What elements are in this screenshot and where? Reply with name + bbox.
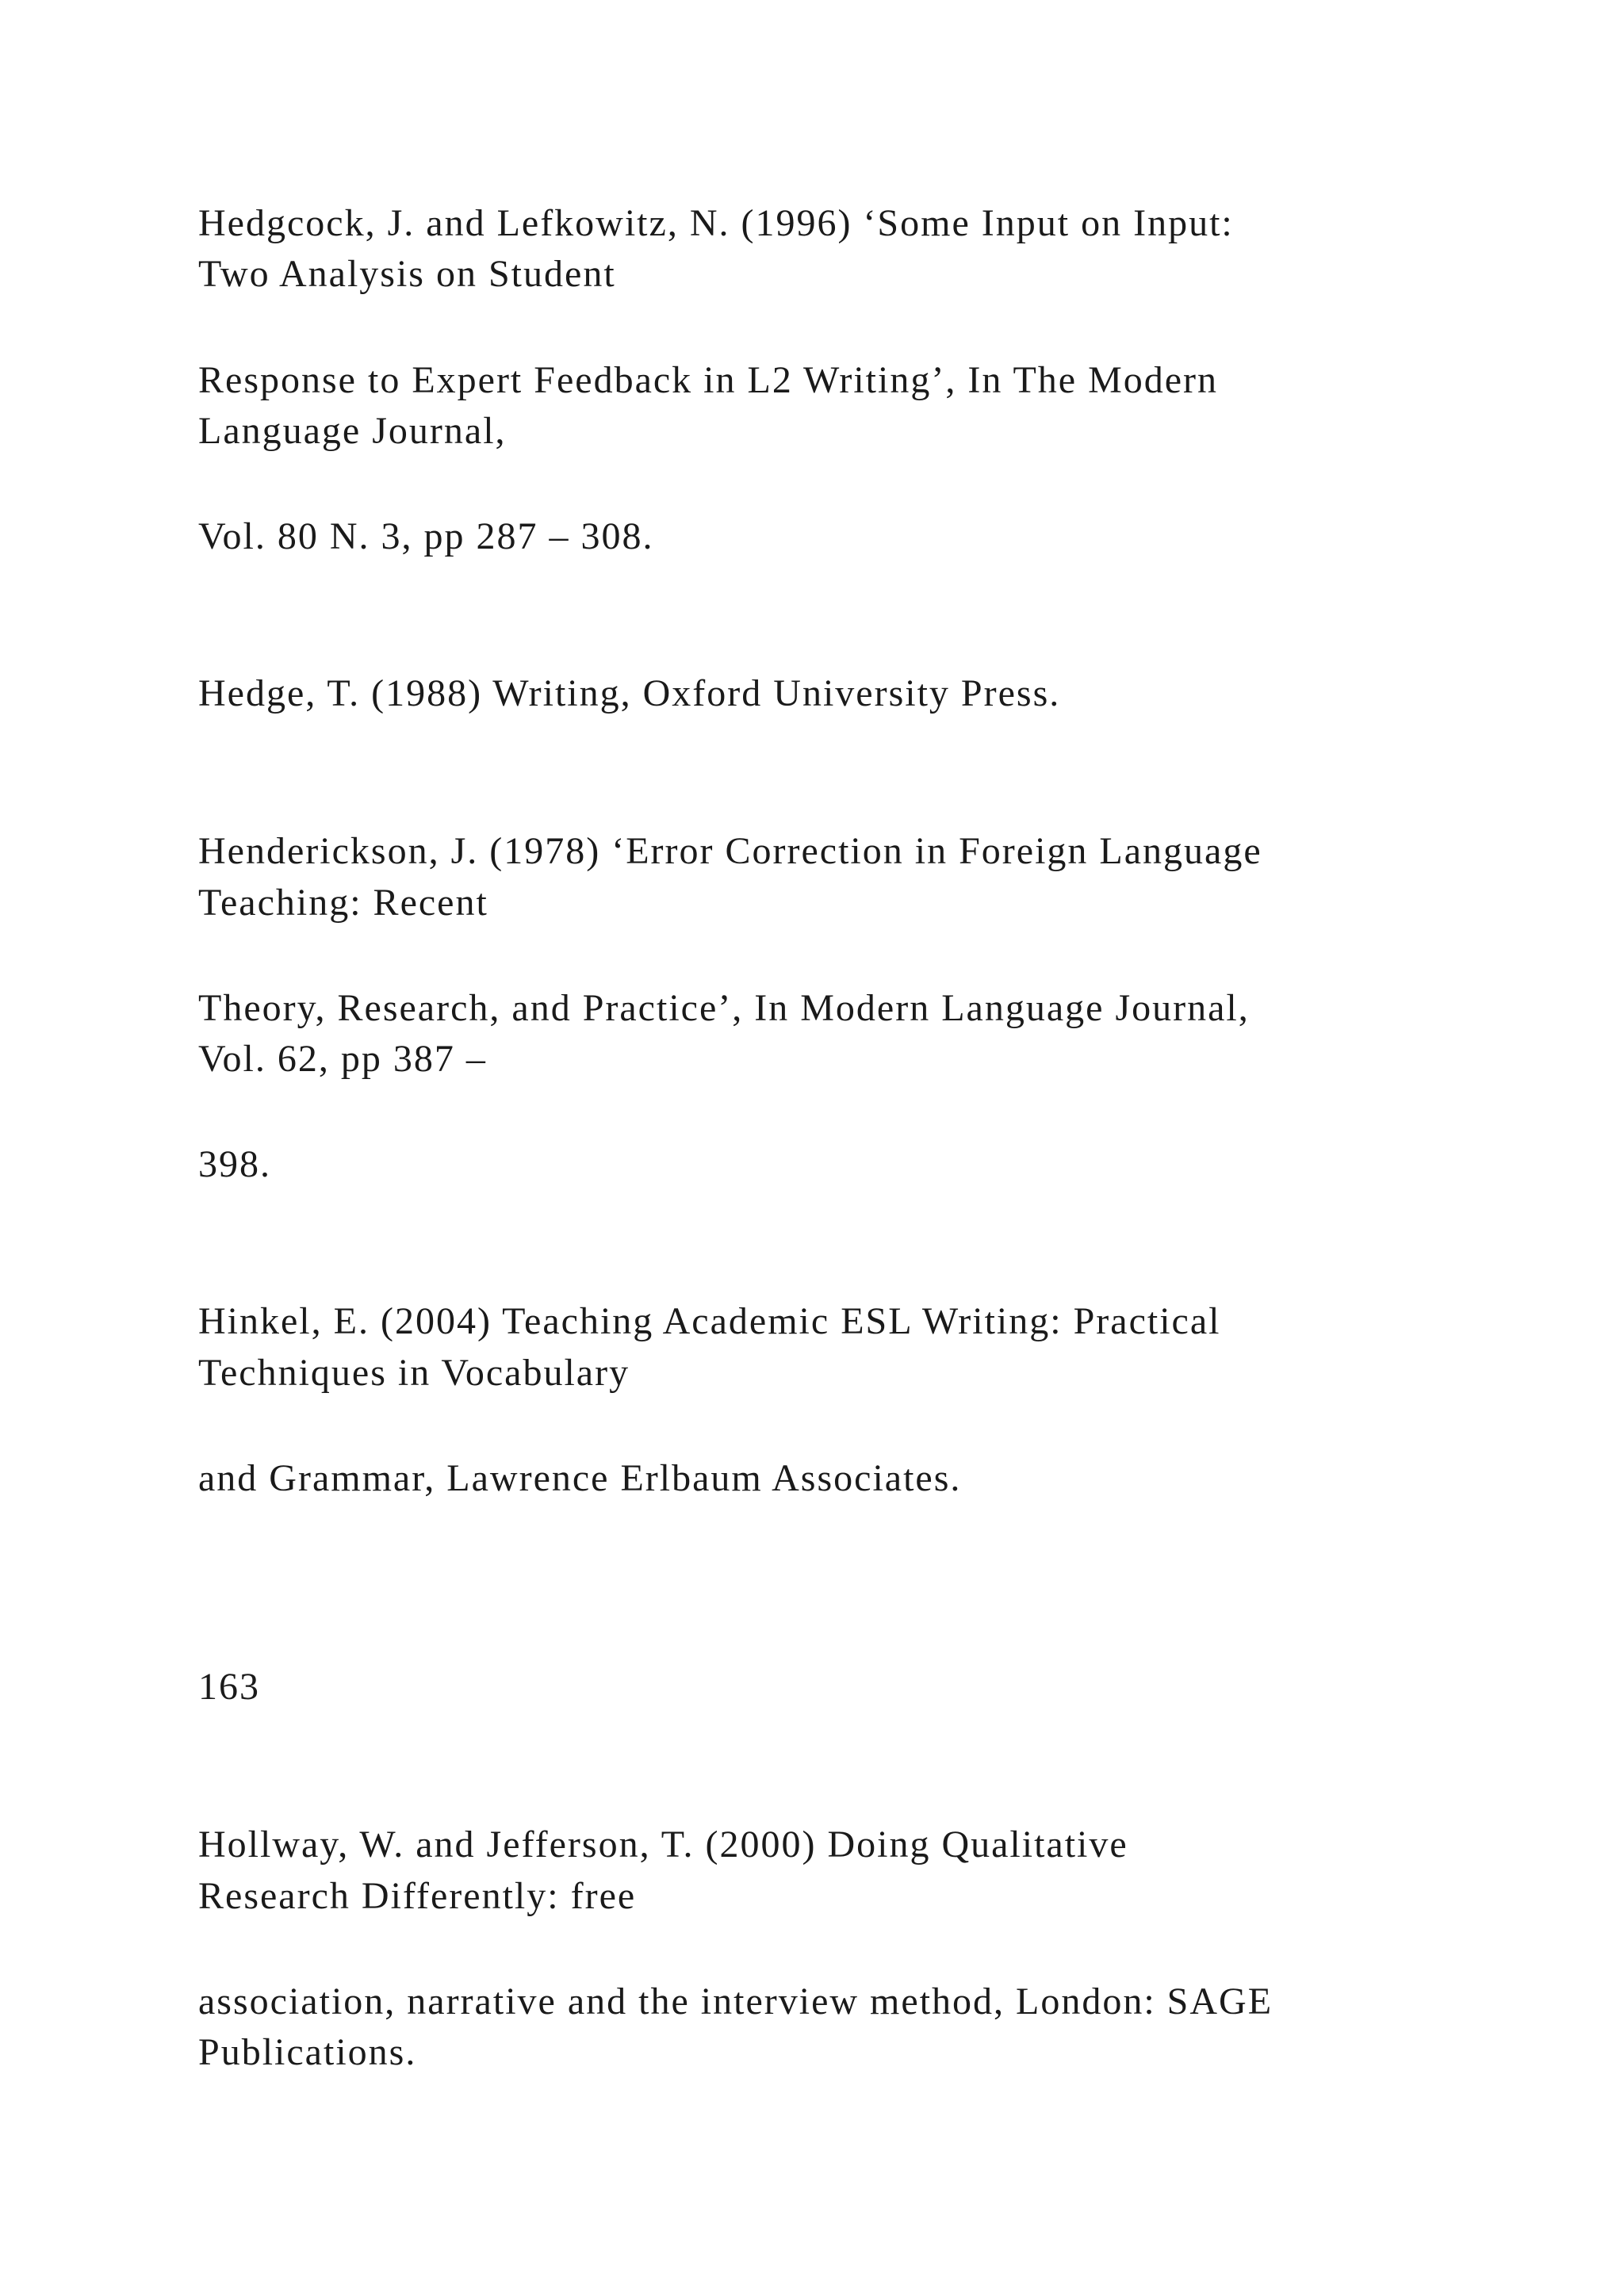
reference-hedgcock-line-5: Vol. 80 N. 3, pp 287 – 308.: [198, 515, 654, 557]
reference-hinkel-line-3: and Grammar, Lawrence Erlbaum Associates.: [198, 1457, 962, 1499]
reference-henderickson-line-3: Theory, Research, and Practice’, In Modern Language Journal,: [198, 987, 1250, 1029]
reference-henderickson-line-5: 398.: [198, 1143, 271, 1185]
reference-hedgcock-line-1: Hedgcock, J. and Lefkowitz, N. (1996) ‘Some Input on Input:: [198, 202, 1234, 244]
reference-hollway-line-1: Hollway, W. and Jefferson, T. (2000) Doing Qualitative: [198, 1823, 1128, 1866]
reference-hedgcock-line-3: Response to Expert Feedback in L2 Writing’, In The Modern: [198, 359, 1219, 401]
reference-hedgcock-line-2: Two Analysis on Student: [198, 253, 616, 295]
reference-hedgcock-line-4: Language Journal,: [198, 410, 507, 452]
reference-henderickson-line-1: Henderickson, J. (1978) ‘Error Correction in Foreign Language: [198, 830, 1262, 872]
reference-hedge-line-1: Hedge, T. (1988) Writing, Oxford University Press.: [198, 672, 1061, 714]
reference-hollway-line-4: Publications.: [198, 2031, 417, 2073]
reference-hinkel-line-2: Techniques in Vocabulary: [198, 1352, 630, 1394]
reference-hinkel-line-1: Hinkel, E. (2004) Teaching Academic ESL Writing: Practical: [198, 1300, 1221, 1342]
page-number: 163: [198, 1666, 260, 1708]
reference-henderickson-line-2: Teaching: Recent: [198, 882, 488, 924]
reference-hollway-line-3: association, narrative and the interview method, London: SAGE: [198, 1980, 1274, 2022]
reference-hollway-line-2: Research Differently: free: [198, 1875, 637, 1917]
reference-henderickson-line-4: Vol. 62, pp 387 –: [198, 1038, 487, 1080]
